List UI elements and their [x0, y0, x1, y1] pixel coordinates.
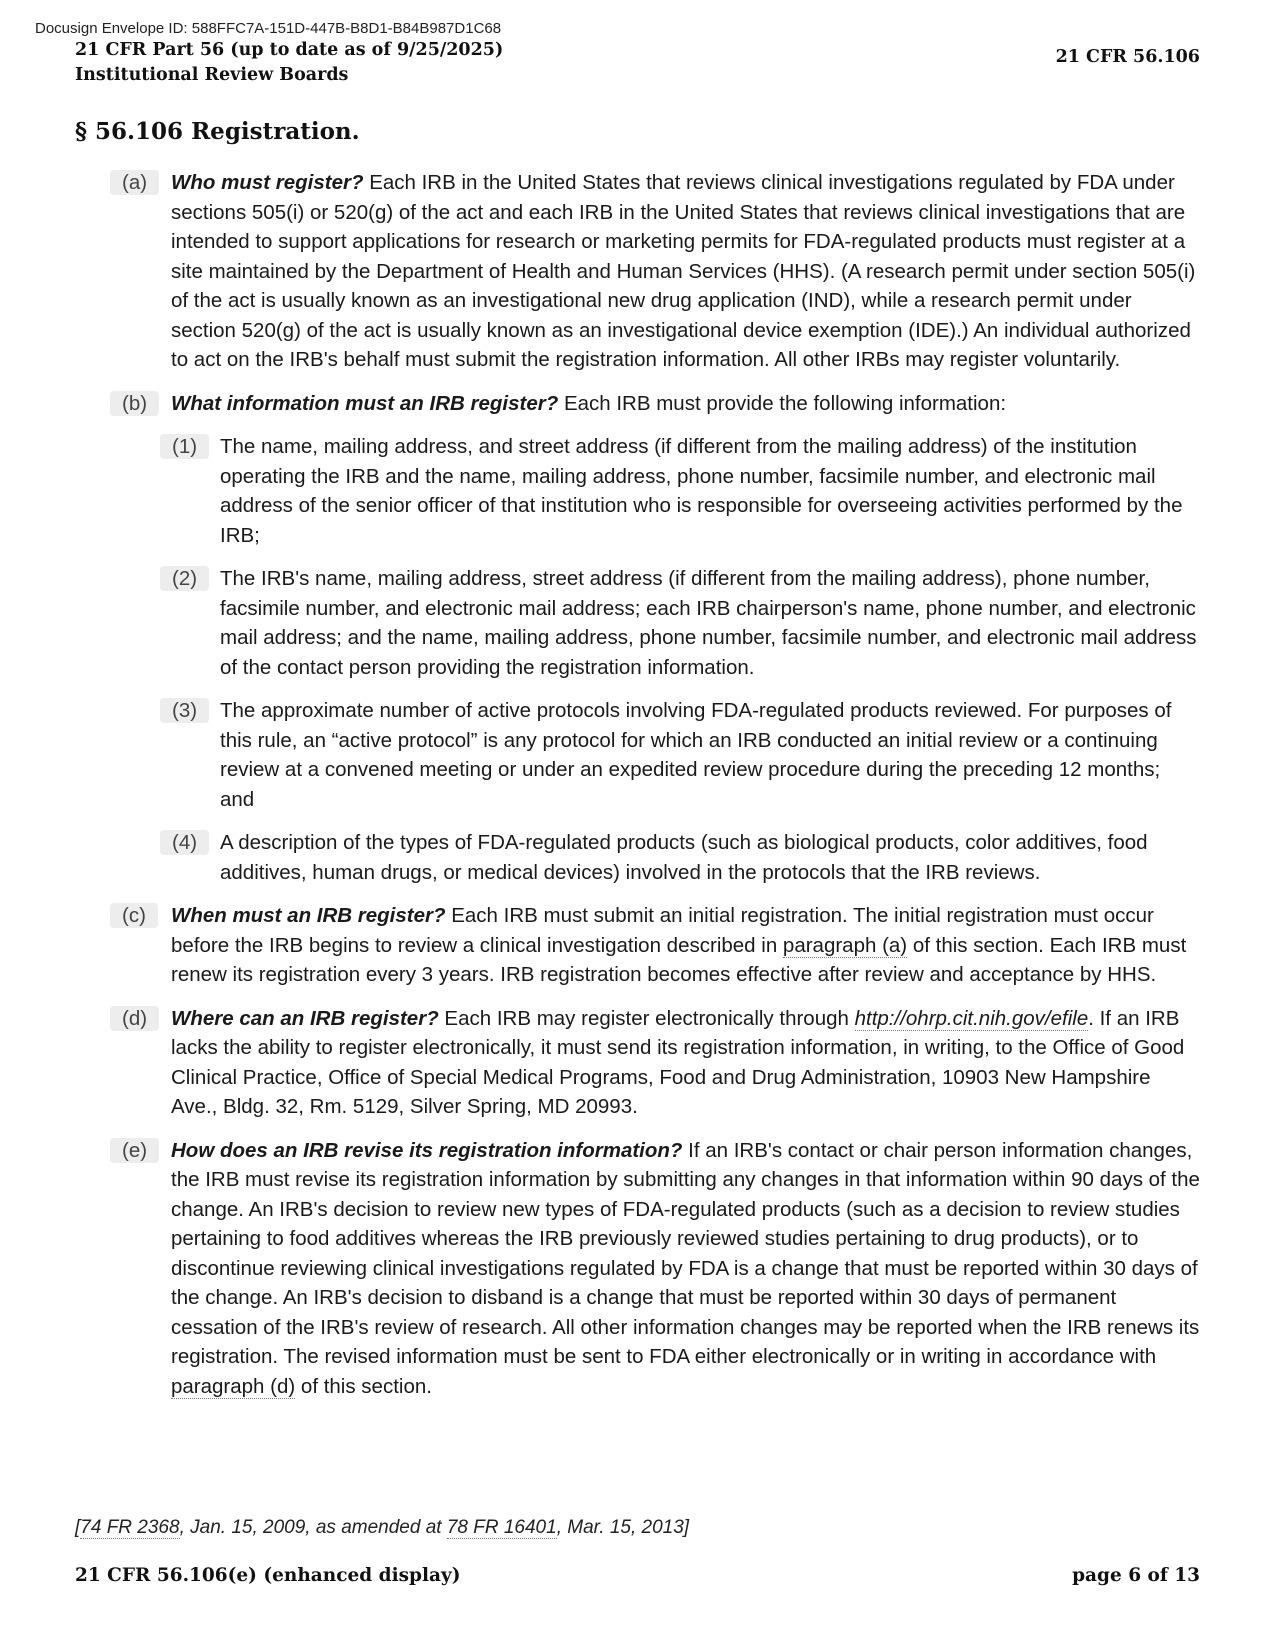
paragraph-number: (3)	[160, 698, 209, 723]
paragraph-number: (c)	[110, 903, 158, 928]
paragraph-e	[110, 1136, 1200, 1402]
paragraph-text: Each IRB must submit an initial registration. The initial registration must occur before the IRB begins to review a clinical investigation described in	[171, 904, 1154, 957]
paragraph-heading: Who must register?	[171, 171, 364, 194]
citation-mid: , Jan. 15, 2009, as amended at	[179, 1517, 447, 1538]
paragraph-number: (e)	[110, 1138, 159, 1163]
page-number: page 6 of 13	[1072, 1565, 1200, 1586]
paragraph-number: (b)	[110, 391, 159, 416]
running-header-left	[75, 38, 503, 88]
citation-link-78fr16401[interactable]: 78 FR 16401	[446, 1517, 557, 1538]
paragraph-text: The IRB's name, mailing address, street address (if different from the mailing address), phone number, facsimile number, and electronic mail address; each IRB chairperson's name, phone number, and electronic mail address; and the name, mailing address, phone number, facsimile number, and electronic mail address of the contact person providing the registration information.	[220, 567, 1197, 679]
section-title: § 56.106 Registration.	[75, 118, 360, 145]
paragraph-number: (2)	[160, 566, 209, 591]
paragraph-text: Each IRB may register electronically through	[438, 1006, 855, 1030]
paragraph-heading: Where can an IRB register?	[171, 1006, 439, 1030]
paragraph-text: The approximate number of active protocols involving FDA-regulated products reviewed. For purposes of this rule, an “active protocol” is any protocol for which an IRB conducted an initial review or a continuing review at a convened meeting or under an expedited review procedure during the preceding 12 months; and	[220, 699, 1172, 811]
paragraph-a	[110, 168, 1200, 375]
paragraph-b	[110, 389, 1200, 419]
docusign-envelope-id: Docusign Envelope ID: 588FFC7A-151D-447B-B8D1-B84B987D1C68	[35, 20, 502, 37]
section-body	[110, 168, 1200, 1415]
paragraph-number: (a)	[110, 170, 159, 195]
paragraph-text: Each IRB in the United States that reviews clinical investigations regulated by FDA under sections 505(i) or 520(g) of the act and each IRB in the United States that reviews clinical investigations that are intended to support applications for research or marketing permits for FDA-regulated products must register at a site maintained by the Department of Health and Human Services (HHS). (A research permit under section 505(i) of the act is usually known as an investigational new drug application (IND), while a research permit under section 520(g) of the act is usually known as an investigational device exemption (IDE).) An individual authorized to act on the IRB's behalf must submit the registration information. All other IRBs may register voluntarily.	[171, 171, 1196, 371]
paragraph-c	[110, 901, 1200, 990]
paragraph-text: of this section.	[295, 1374, 432, 1398]
paragraph-number: (1)	[160, 434, 209, 459]
paragraph-text: If an IRB's contact or chair person information changes, the IRB must revise its registration information by submitting any changes in that information within 90 days of the change. An IRB's decision to review new types of FDA-regulated products (such as a decision to review studies pertaining to food additives whereas the IRB previously reviewed studies pertaining to drug products), or to discontinue reviewing clinical investigations regulated by FDA is a change that must be reported within 30 days of the change. An IRB's decision to disband is a change that must be reported within 30 days of permanent cessation of the IRB's review of research. All other information changes may be reported when the IRB renews its registration. The revised information must be sent to FDA either electronically or in writing in accordance with	[171, 1138, 1200, 1368]
paragraph-text: Each IRB must provide the following information:	[558, 391, 1007, 415]
paragraph-text: of this section. Each IRB must renew its registration every 3 years. IRB registration becomes effective after review and acceptance by HHS.	[171, 933, 1187, 986]
paragraph-a-link[interactable]: paragraph (a)	[782, 933, 908, 957]
footer-left: 21 CFR 56.106(e) (enhanced display)	[75, 1565, 461, 1586]
citation-close: , Mar. 15, 2013]	[556, 1517, 690, 1538]
paragraph-b-3	[160, 696, 1200, 814]
paragraph-d	[110, 1004, 1200, 1122]
paragraph-number: (d)	[110, 1006, 159, 1031]
paragraph-d-link[interactable]: paragraph (d)	[171, 1374, 296, 1398]
source-citation	[75, 1517, 689, 1539]
paragraph-heading: When must an IRB register?	[171, 904, 446, 927]
efile-url-link[interactable]: http://ohrp.cit.nih.gov/efile	[854, 1006, 1089, 1030]
citation-open: [	[75, 1517, 81, 1538]
paragraph-text: A description of the types of FDA-regulated products (such as biological products, color additives, food additives, human drugs, or medical devices) involved in the protocols that the IRB reviews.	[220, 831, 1148, 884]
paragraph-b-2	[160, 564, 1200, 682]
header-part-title: 21 CFR Part 56 (up to date as of 9/25/2025)	[75, 40, 504, 60]
paragraph-text: The name, mailing address, and street address (if different from the mailing address) of the institution operating the IRB and the name, mailing address, phone number, facsimile number, and electronic mail address of the senior officer of that institution who is responsible for overseeing activities performed by the IRB;	[220, 435, 1183, 547]
citation-link-74fr2368[interactable]: 74 FR 2368	[80, 1517, 180, 1538]
paragraph-text: . If an IRB lacks the ability to register electronically, it must send its registration information, in writing, to the Office of Good Clinical Practice, Office of Special Medical Programs, Food and Drug Administration, 10903 New Hampshire Ave., Bldg. 32, Rm. 5129, Silver Spring, MD 20993.	[171, 1006, 1185, 1118]
paragraph-heading: How does an IRB revise its registration information?	[171, 1138, 683, 1162]
paragraph-b-1	[160, 432, 1200, 550]
running-header-right: 21 CFR 56.106	[1055, 47, 1200, 67]
paragraph-b-4	[160, 828, 1200, 887]
header-subtitle: Institutional Review Boards	[75, 65, 349, 85]
paragraph-number: (4)	[160, 830, 209, 855]
paragraph-heading: What information must an IRB register?	[171, 391, 559, 415]
